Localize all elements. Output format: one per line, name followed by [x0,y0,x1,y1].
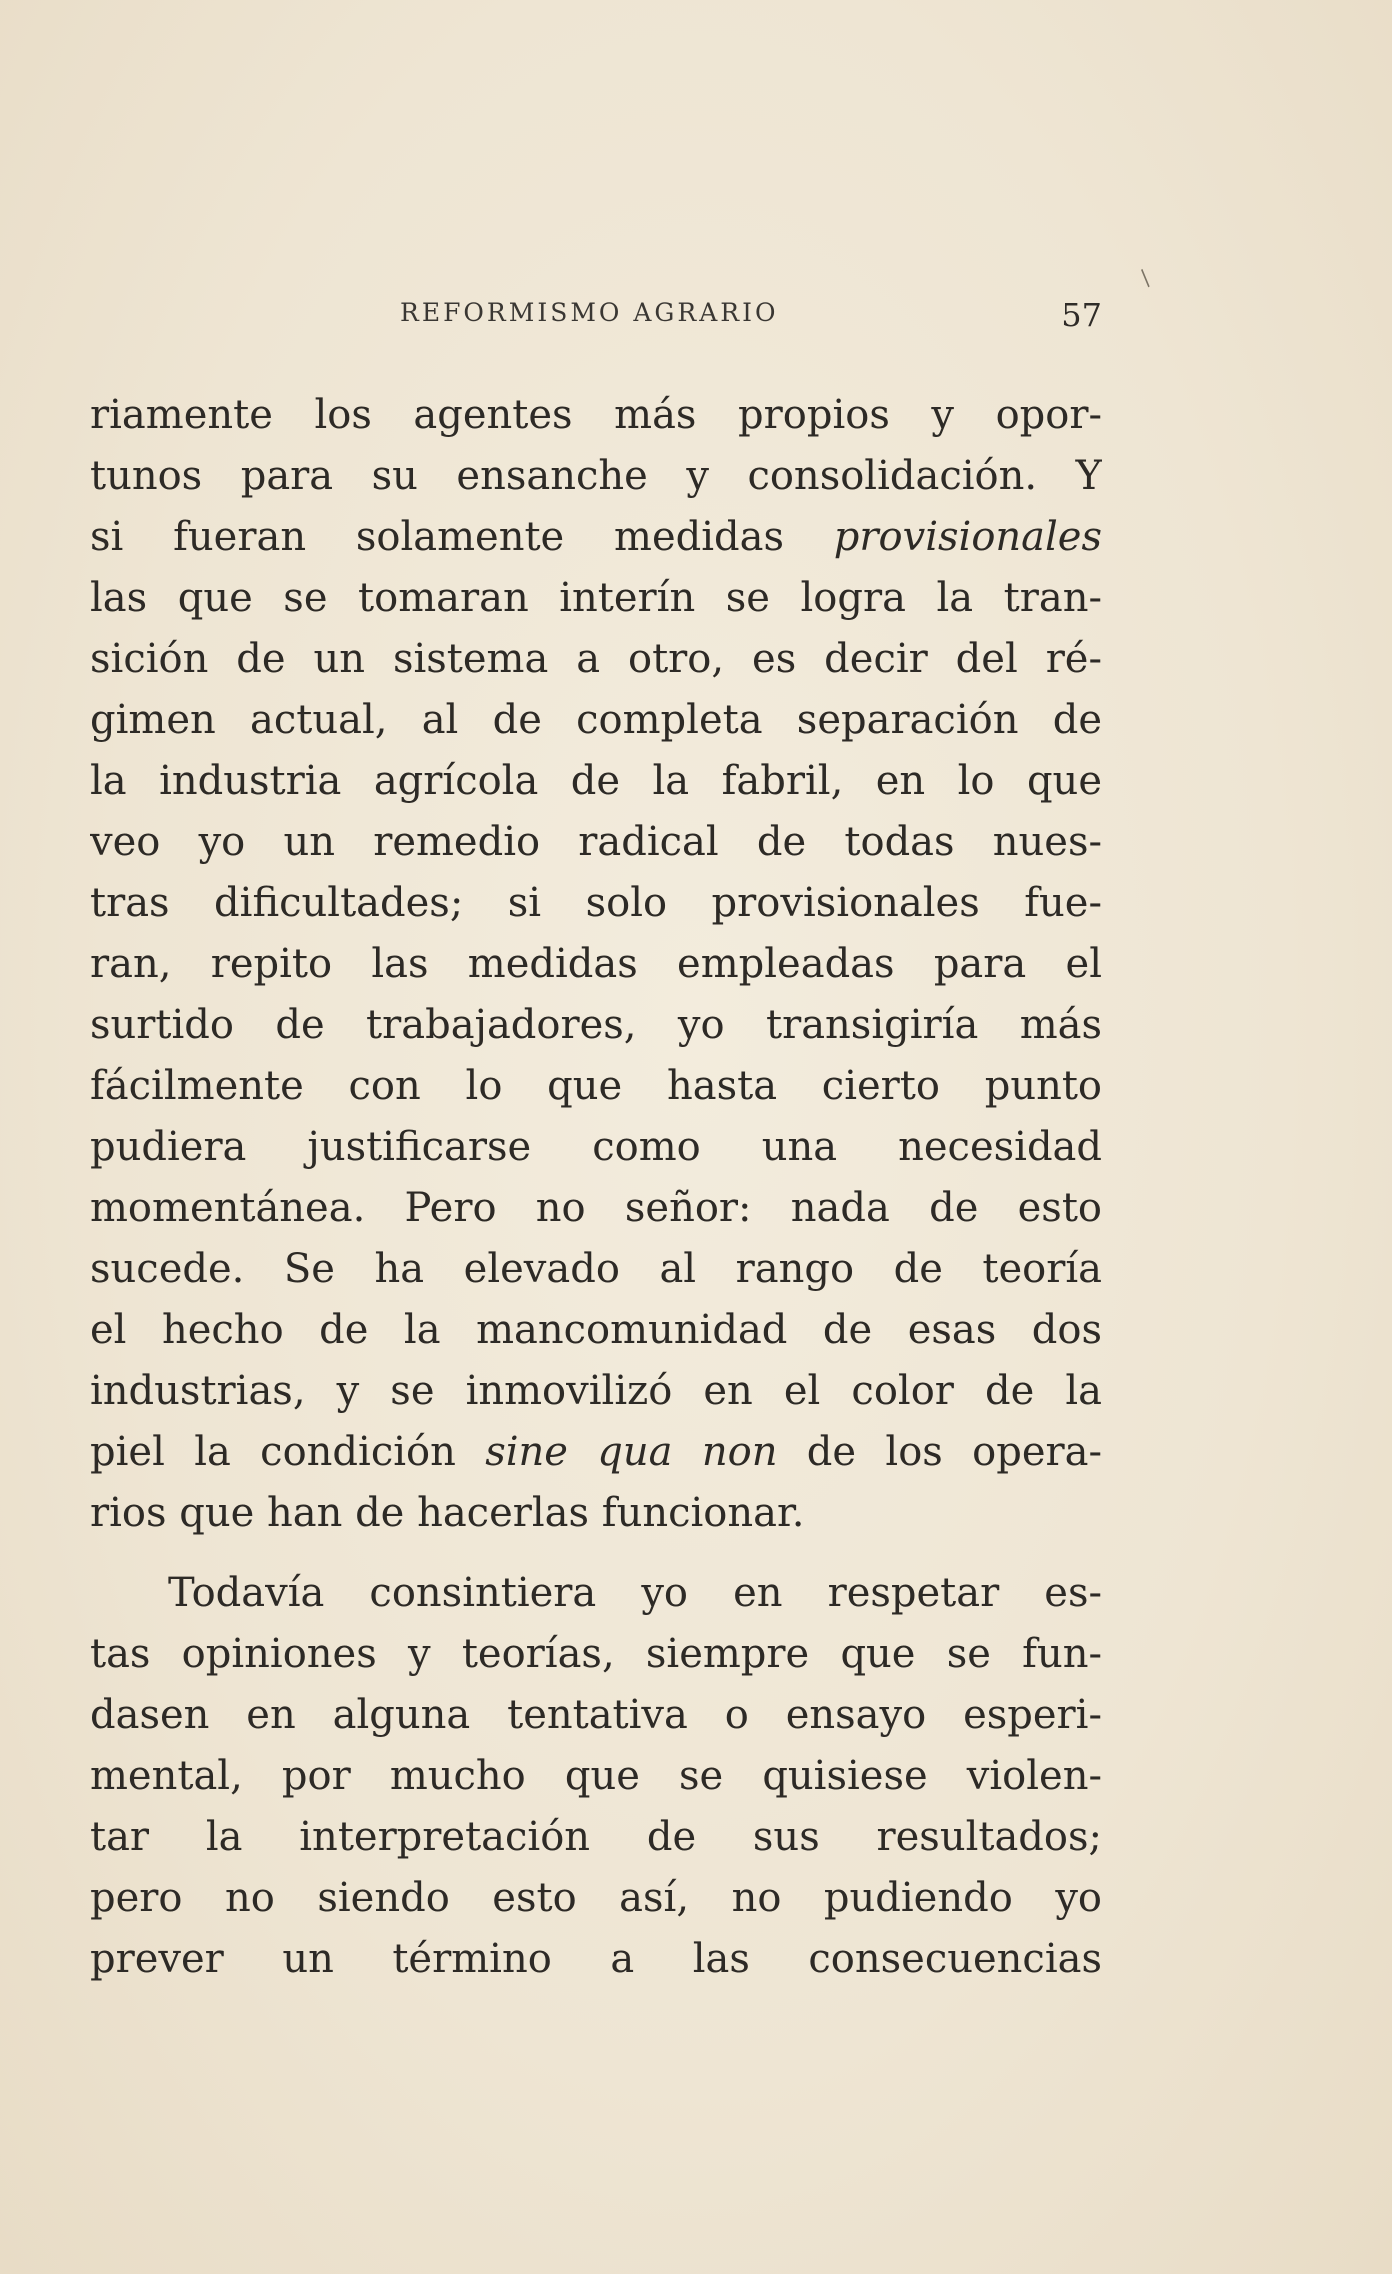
text-line: momentánea. Pero no señor: nada de esto [90,1185,1102,1231]
text-line: prever un término a las consecuencias [90,1936,1102,1982]
text-line: tas opiniones y teorías, siempre que se fun- [90,1631,1102,1677]
text-line: el hecho de la mancomunidad de esas dos [90,1307,1102,1353]
paragraph-spacer [90,1544,1102,1563]
text-line: las que se tomaran interín se logra la tran- [90,575,1102,621]
text-line: Todavía consintiera yo en respetar es- [168,1570,1102,1616]
text-line: mental, por mucho que se quisiese violen- [90,1753,1102,1799]
text-line: pero no siendo esto así, no pudiendo yo [90,1875,1102,1921]
text-line: pudiera justificarse como una necesidad [90,1124,1102,1170]
page-number: 57 [1061,296,1102,334]
text-line: gimen actual, al de completa separación de [90,697,1102,743]
text-line: piel la condición sine qua non de los opera- [90,1429,1102,1475]
text-line: surtido de trabajadores, yo transigiría más [90,1002,1102,1048]
text-line: rios que han de hacerlas funcionar. [90,1490,805,1536]
running-head-title: REFORMISMO AGRARIO [400,298,779,327]
text-line: tras dificultades; si solo provisionales fue- [90,880,1102,926]
text-line: fácilmente con lo que hasta cierto punto [90,1063,1102,1109]
text-line: si fueran solamente medidas provisionales [90,514,1102,560]
text-line: dasen en alguna tentativa o ensayo esperi- [90,1692,1102,1738]
text-line: tar la interpretación de sus resultados; [90,1814,1102,1860]
running-head [90,296,1102,336]
paragraph-2 [90,1563,1102,1990]
paragraph-1 [90,385,1102,1544]
text-line: riamente los agentes más propios y opor- [90,392,1102,438]
text-line: sición de un sistema a otro, es decir del ré- [90,636,1102,682]
text-line: veo yo un remedio radical de todas nues- [90,819,1102,865]
text-line: la industria agrícola de la fabril, en lo que [90,758,1102,804]
text-line: ran, repito las medidas empleadas para el [90,941,1102,987]
text-line: tunos para su ensanche y consolidación. Y [90,453,1102,499]
text-line: industrias, y se inmovilizó en el color de la [90,1368,1102,1414]
body-text [90,385,1102,1990]
pencil-mark: / [1134,266,1157,291]
text-line: sucede. Se ha elevado al rango de teoría [90,1246,1102,1292]
